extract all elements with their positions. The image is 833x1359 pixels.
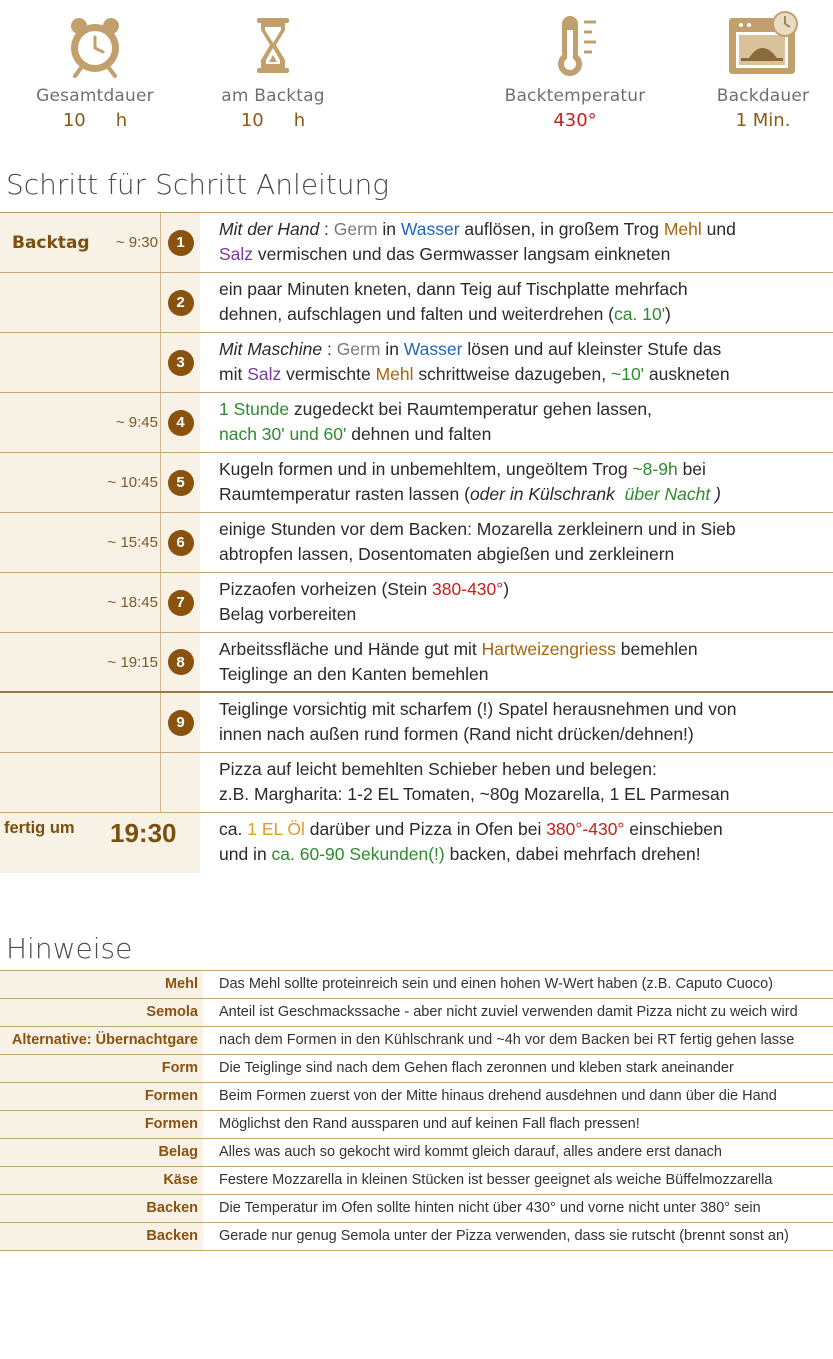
step-row: [0, 273, 833, 333]
step-time: ~ 18:45: [103, 573, 160, 632]
step-text-line: [219, 362, 833, 387]
step-day: [0, 393, 103, 452]
note-row: [0, 1111, 833, 1139]
step-number-badge: 9: [168, 710, 194, 736]
step-text-segment: vermischen und das Germwasser langsam einkneten: [253, 244, 671, 264]
step-text-segment: ): [710, 484, 721, 504]
step-day: [0, 453, 103, 512]
note-text: Beim Formen zuerst von der Mitte hinaus drehend ausdehnen und dann über die Hand: [219, 1088, 777, 1104]
info-label: Backdauer: [716, 86, 810, 106]
step-text-segment: ~8-9h: [632, 459, 678, 479]
step-text-segment: nach 30' und 60': [219, 424, 347, 444]
step-row: [0, 693, 833, 753]
note-row: [0, 1083, 833, 1111]
note-key: Alternative: Übernachtgare: [0, 1027, 203, 1054]
step-text-segment: abtropfen lassen, Dosentomaten abgießen und zerkleinern: [219, 544, 675, 564]
info-label: Backtemperatur: [504, 86, 646, 106]
step-text-line: [219, 637, 833, 662]
step-text-segment: mit: [219, 364, 248, 384]
step-text-line: [219, 817, 833, 842]
note-row: [0, 1195, 833, 1223]
note-key: Form: [0, 1055, 203, 1082]
step-row: [0, 513, 833, 573]
step-number-cell: [160, 633, 200, 691]
step-text: [200, 333, 833, 392]
step-day: [0, 573, 103, 632]
step-time: [103, 333, 160, 392]
step-text-segment: Mehl: [375, 364, 414, 384]
step-number-cell: [160, 213, 200, 272]
step-number-cell: [160, 513, 200, 572]
note-row: [0, 1167, 833, 1195]
note-text: Möglichst den Rand aussparen und auf keinen Fall flach pressen!: [219, 1116, 640, 1132]
step-text-segment: 380-430°: [432, 579, 504, 599]
step-time: [103, 693, 160, 752]
finish-cell: [0, 813, 200, 873]
step-text-segment: über Nacht: [624, 484, 711, 504]
step-text-segment: ~10': [611, 364, 645, 384]
step-text-line: [219, 422, 833, 447]
step-text-segment: :: [322, 339, 337, 359]
step-text-segment: innen nach außen rund formen (Rand nicht drücken/dehnen!): [219, 724, 694, 744]
step-text-segment: Raumtemperatur rasten lassen (: [219, 484, 470, 504]
step-text-segment: dehnen und falten: [346, 424, 492, 444]
step-text-line: [219, 782, 833, 807]
step-row: [0, 813, 833, 873]
step-text-segment: ): [665, 304, 671, 324]
finish-time: 19:30: [110, 818, 177, 848]
step-text-segment: Belag vorbereiten: [219, 604, 357, 624]
note-text: Die Teiglinge sind nach dem Gehen flach zeronnen und kleben stark aneinander: [219, 1060, 734, 1076]
info-label: am Backtag: [221, 86, 325, 106]
step-day: [0, 633, 103, 691]
note-text: Die Temperatur im Ofen sollte hinten nicht über 430° und vorne nicht unter 380° sein: [219, 1200, 761, 1216]
info-bake-day-duration: [198, 10, 348, 131]
step-text-segment: Mit Maschine: [219, 339, 323, 359]
step-text: [200, 573, 833, 632]
step-number-cell: [160, 333, 200, 392]
step-number-cell: [160, 573, 200, 632]
note-text: Festere Mozzarella in kleinen Stücken ist besser geeignet als weiche Büffelmozzarella: [219, 1172, 773, 1188]
step-row: [0, 213, 833, 273]
step-text-segment: Salz: [247, 364, 282, 384]
step-number-cell: [160, 273, 200, 332]
step-text-segment: Germ: [333, 219, 378, 239]
info-value: 430°: [553, 110, 597, 131]
step-text: [200, 213, 833, 272]
info-value: 10 h: [62, 110, 128, 131]
step-text-segment: einige Stunden vor dem Backen: Mozarella zerkleinern und in Sieb: [219, 519, 736, 539]
step-text-segment: ca. 60-90 Sekunden(!): [271, 844, 445, 864]
steps-title: Schritt für Schritt Anleitung: [6, 168, 390, 201]
note-key: Käse: [0, 1167, 203, 1194]
step-text-segment: 1 Stunde: [219, 399, 290, 419]
hourglass-icon: [243, 10, 303, 80]
step-text: [200, 693, 833, 752]
step-text-segment: und in: [219, 844, 272, 864]
step-text-segment: Teiglinge an den Kanten bemehlen: [219, 664, 489, 684]
step-text-segment: Wasser: [400, 219, 460, 239]
step-time: [103, 273, 160, 332]
step-time: ~ 9:45: [103, 393, 160, 452]
step-text-line: [219, 697, 833, 722]
info-bake-duration: [688, 10, 833, 131]
info-value: 1 Min.: [735, 110, 791, 131]
step-number-badge: 8: [168, 649, 194, 675]
note-row: [0, 971, 833, 999]
step-text-segment: z.B. Margharita: 1-2 EL Tomaten, ~80g Mozarella, 1 EL Parmesan: [219, 784, 730, 804]
step-text: [200, 453, 833, 512]
info-label: Gesamtdauer: [36, 86, 154, 106]
note-key: Formen: [0, 1111, 203, 1138]
alarm-clock-icon: [65, 10, 125, 80]
step-text-segment: Mehl: [663, 219, 702, 239]
step-text-segment: Pizza auf leicht bemehlten Schieber heben und belegen:: [219, 759, 657, 779]
note-key: Formen: [0, 1083, 203, 1110]
step-row: [0, 573, 833, 633]
step-text-segment: schrittweise dazugeben,: [413, 364, 611, 384]
step-number-badge: 3: [168, 350, 194, 376]
step-row: [0, 753, 833, 813]
step-text-segment: auskneten: [644, 364, 730, 384]
step-day: [0, 753, 103, 812]
note-text: Alles was auch so gekocht wird kommt gleich darauf, alles andere erst danach: [219, 1144, 722, 1160]
step-row: [0, 633, 833, 693]
note-text: Gerade nur genug Semola unter der Pizza verwenden, dass sie rutscht (brennt sonst an): [219, 1228, 789, 1244]
step-text-segment: backen, dabei mehrfach drehen!: [444, 844, 701, 864]
step-text-segment: einschieben: [624, 819, 723, 839]
step-text-segment: :: [319, 219, 334, 239]
step-number-badge: 4: [168, 410, 194, 436]
step-text-line: [219, 242, 833, 267]
step-number-badge: 1: [168, 230, 194, 256]
step-text-segment: ca. 10': [614, 304, 666, 324]
step-text-segment: bemehlen: [615, 639, 698, 659]
step-text: [200, 393, 833, 452]
step-time: [103, 753, 160, 812]
notes-table: [0, 970, 833, 1251]
step-text-segment: ein paar Minuten kneten, dann Teig auf Tischplatte mehrfach: [219, 279, 688, 299]
step-time: ~ 19:15: [103, 633, 160, 691]
step-number-badge: 5: [168, 470, 194, 496]
finish-label: fertig um: [4, 819, 75, 837]
step-text-line: [219, 337, 833, 362]
step-text-line: [219, 542, 833, 567]
note-row: [0, 1139, 833, 1167]
step-text-line: [219, 662, 833, 687]
step-text-segment: in: [377, 219, 401, 239]
step-text-line: [219, 757, 833, 782]
step-text-segment: Teiglinge vorsichtig mit scharfem (!) Spatel herausnehmen und von: [219, 699, 737, 719]
step-number-cell: [160, 453, 200, 512]
step-day: [0, 693, 103, 752]
step-text-line: [219, 722, 833, 747]
step-number-badge: 7: [168, 590, 194, 616]
step-text-segment: ): [503, 579, 510, 599]
step-row: [0, 453, 833, 513]
step-text-line: [219, 397, 833, 422]
step-number-cell: [160, 693, 200, 752]
info-value: 10 h: [240, 110, 306, 131]
step-text-segment: Pizzaofen vorheizen (Stein: [219, 579, 433, 599]
step-number-badge: 2: [168, 290, 194, 316]
step-text-segment: vermischte: [281, 364, 376, 384]
note-row: [0, 1223, 833, 1251]
step-text: [200, 513, 833, 572]
step-number-badge: 6: [168, 530, 194, 556]
note-text: nach dem Formen in den Kühlschrank und ~4h vor dem Backen bei RT fertig gehen lasse: [219, 1032, 795, 1048]
step-text-line: [219, 302, 833, 327]
note-key: Backen: [0, 1195, 203, 1222]
step-number-cell: [160, 393, 200, 452]
step-text: [200, 273, 833, 332]
step-time: ~ 15:45: [103, 513, 160, 572]
step-text-segment: dehnen, aufschlagen und falten und weiterdrehen (: [219, 304, 615, 324]
step-text: [200, 633, 833, 691]
info-bake-temperature: [500, 10, 650, 131]
step-day: Backtag: [0, 213, 103, 272]
oven-icon: [723, 10, 803, 80]
step-text-segment: bei: [677, 459, 706, 479]
note-text: Anteil ist Geschmackssache - aber nicht zuviel verwenden damit Pizza nicht zu weich wird: [219, 1004, 798, 1020]
step-text-segment: lösen und auf kleinster Stufe das: [462, 339, 722, 359]
note-text: Das Mehl sollte proteinreich sein und einen hohen W-Wert haben (z.B. Caputo Cuoco): [219, 976, 773, 992]
step-day: [0, 273, 103, 332]
step-text-line: [219, 457, 833, 482]
info-total-duration: [20, 10, 170, 131]
step-text: [200, 813, 833, 873]
step-text-segment: Arbeitssfläche und Hände gut mit: [219, 639, 482, 659]
step-text-segment: Salz: [219, 244, 254, 264]
step-text-line: [219, 217, 833, 242]
step-text: [200, 753, 833, 812]
note-key: Backen: [0, 1223, 203, 1250]
step-text-segment: Wasser: [403, 339, 463, 359]
step-text-segment: Germ: [336, 339, 381, 359]
step-text-segment: darüber und Pizza in Ofen bei: [304, 819, 547, 839]
step-text-line: [219, 277, 833, 302]
step-text-segment: 1 EL Öl: [247, 819, 305, 839]
step-text-segment: ca.: [219, 819, 248, 839]
step-text-segment: 380°-430°: [546, 819, 625, 839]
notes-title: Hinweise: [6, 932, 133, 965]
thermometer-icon: [540, 10, 610, 80]
step-text-segment: Kugeln formen und in unbemehltem, ungeöltem Trog: [219, 459, 633, 479]
note-key: Semola: [0, 999, 203, 1026]
steps-table: [0, 212, 833, 873]
step-text-segment: auflösen, in großem Trog: [459, 219, 664, 239]
step-text-segment: zugedeckt bei Raumtemperatur gehen lassen,: [289, 399, 652, 419]
step-time: ~ 9:30: [103, 213, 160, 272]
step-text-segment: in: [380, 339, 404, 359]
step-row: [0, 393, 833, 453]
step-day: [0, 333, 103, 392]
step-text-segment: und: [701, 219, 736, 239]
step-row: [0, 333, 833, 393]
note-key: Belag: [0, 1139, 203, 1166]
step-text-segment: oder in Külschrank: [469, 484, 625, 504]
step-text-segment: Mit der Hand: [219, 219, 320, 239]
note-row: [0, 1027, 833, 1055]
step-text-segment: Hartweizengriess: [481, 639, 616, 659]
note-key: Mehl: [0, 971, 203, 998]
step-number-cell: [160, 753, 200, 812]
step-text-line: [219, 602, 833, 627]
step-text-line: [219, 517, 833, 542]
step-text-line: [219, 842, 833, 867]
step-text-line: [219, 577, 833, 602]
step-time: ~ 10:45: [103, 453, 160, 512]
note-row: [0, 1055, 833, 1083]
step-text-line: [219, 482, 833, 507]
note-row: [0, 999, 833, 1027]
step-day: [0, 513, 103, 572]
